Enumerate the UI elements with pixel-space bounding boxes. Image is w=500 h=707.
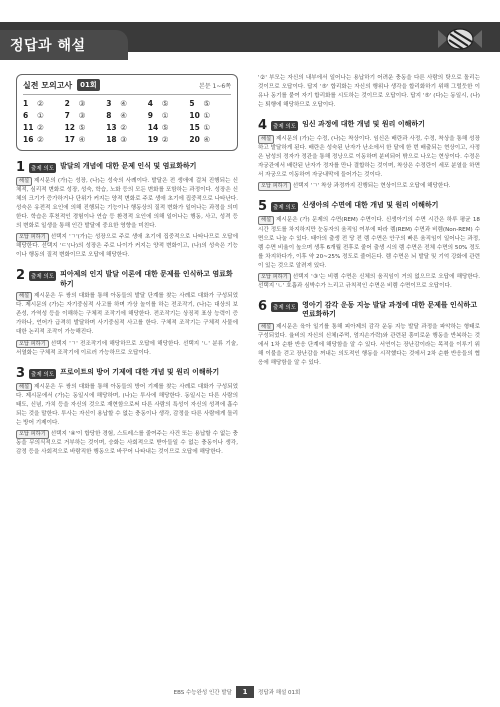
explanation-label: 해설 <box>258 216 274 225</box>
answer-number: 10 <box>189 111 200 120</box>
right-column <box>258 74 480 377</box>
answer-number: 13 <box>106 123 117 132</box>
answer-number: 11 <box>23 123 34 132</box>
wrong-answer-note <box>16 233 238 260</box>
question-header <box>16 269 238 289</box>
answer-value: ④ <box>78 135 86 144</box>
answer-item <box>65 135 107 144</box>
page-footer <box>0 686 500 700</box>
answer-value: ③ <box>120 135 127 144</box>
explanation-body <box>16 383 238 457</box>
question-explanation <box>16 269 238 357</box>
question-header <box>258 300 480 320</box>
answer-summary-header <box>23 79 231 95</box>
question-number: 5 <box>258 199 268 215</box>
answer-item <box>23 111 65 120</box>
question-explanation <box>16 161 238 260</box>
footer-section: 정답과 해설 01회 <box>258 690 301 696</box>
explanation-label: 해설 <box>16 292 32 301</box>
continued-text: '②' 부모는 자신의 내부에서 일어나는 용납하기 어려운 충동을 다른 사람의 탓으로 돌리는 것이므로 오답이다. 답지 '⑤' 합리화는 자신의 행위나 생각을 합리화하기 위해 그럴듯한 이유나 동기를 붙여 자기 합리화를 시도하는 것이므로 오답이다. 답지 '⑤' (다)는 동일시, (나)는 퇴행에 해당하므로 오답이다. <box>258 75 480 109</box>
wrong-answer-text: 선택지 'ㄱ'(가)는 성장으로 주로 생애 초기에 집중적으로 나타나므로 오답에 해당한다. 선택지 'ㄷ'(나)의 성장은 주로 나이가 커지는 양적 변화이고, (나)의 성숙은 기능이나 행동의 질적 변화이므로 오답에 해당한다. <box>16 234 238 259</box>
wrong-answer-label: 오답 피하기 <box>258 182 291 191</box>
answer-item <box>189 99 231 108</box>
answer-item <box>23 135 65 144</box>
answer-value: ④ <box>120 99 127 108</box>
answer-number: 16 <box>23 135 34 144</box>
wrong-answer-note <box>258 273 480 291</box>
footer-book-title: EBS 수능완성 인간 발달 <box>173 690 232 696</box>
question-header <box>258 119 480 132</box>
answer-value: ⑤ <box>203 99 211 108</box>
answer-value: ② <box>120 123 127 132</box>
answer-number: 7 <box>64 111 70 120</box>
wrong-answer-note <box>16 430 238 457</box>
answer-value: ① <box>203 111 211 120</box>
intent-tag: 출제 의도 <box>271 121 298 131</box>
answer-item <box>106 123 148 132</box>
answer-number: 14 <box>147 123 159 132</box>
answer-item <box>106 111 148 120</box>
left-column <box>16 74 238 466</box>
page-title: 정답과 해설 <box>10 38 86 54</box>
question-header <box>16 367 238 380</box>
answer-item <box>189 135 231 144</box>
question-explanation <box>16 367 238 457</box>
answer-value: ④ <box>203 135 211 144</box>
answer-number: 12 <box>64 123 76 132</box>
explanation-label: 해설 <box>258 323 274 332</box>
wrong-answer-label: 오답 피하기 <box>16 340 49 349</box>
wrong-answer-label: 오답 피하기 <box>16 430 49 439</box>
question-title: 피아제의 인지 발달 이론에 대한 문제를 인식하고 염료화하기 <box>60 270 233 288</box>
wrong-answer-text: 선택지 'ㄱ' 착상 과정까지 진행되는 현상이므로 오답에 해당한다. <box>292 183 451 190</box>
question-title: 영아기 감각 운동 지능 발달 과정에 대한 문제를 인식하고 연료화하기 <box>302 300 478 319</box>
answer-item <box>65 111 107 120</box>
answer-number: 20 <box>189 135 200 144</box>
answer-number: 18 <box>106 135 117 144</box>
explanation-text: 제시문은 두 쌍의 대화를 통해 아동들의 발달 단계를 찾는 사례로 대화가 구성되었다. 제시문의 (가)는 자기중심적 사고를 하며 가상 놀이를 하는 전조작기, (나)는 대상의 보존성, 가역성 등을 이해하는 구체적 조작기에 해당한다. 전조작기는 상징적 표상 능력이 증가하나, 언어가 급격히 발달하며 사기중심적 사고를 한다. 구체적 조작기는 구체적 사물에 대한 논리적 조작이 가능해진다. <box>16 293 238 336</box>
answer-value: ② <box>37 123 44 132</box>
wrong-answer-text: 선택지 '④'이 합당한 경험, 스트레스를 줄여주는 사건 또는 용납할 수 없는 충동을 무의식적으로 거부하는 것이며, 승화는 사회적으로 받아들일 수 없는 충동이나 생각, 감정 등을 사회적으로 바람직한 행동으로 바꾸어 나타내는 것이므로 오답에 해당한다. <box>16 430 238 455</box>
question-explanation <box>258 119 480 191</box>
intent-tag: 출제 의도 <box>29 369 56 379</box>
answer-number: 6 <box>23 111 29 120</box>
answer-number: 3 <box>106 99 112 108</box>
wrong-answer-note <box>258 182 480 191</box>
explanation-body <box>258 323 480 368</box>
answer-number: 5 <box>189 99 195 108</box>
candy-icon <box>438 26 482 52</box>
answer-item <box>189 111 231 120</box>
answer-value: ⑤ <box>78 123 86 132</box>
question-title: 신생아의 수면에 대한 개념 및 원리 이해하기 <box>302 201 439 210</box>
answer-value: ② <box>37 135 44 144</box>
question-explanation <box>258 300 480 368</box>
question-header <box>258 200 480 213</box>
question-explanation <box>258 200 480 290</box>
question-number: 3 <box>16 365 26 381</box>
answer-item <box>189 123 231 132</box>
question-title: 프로이트의 방어 기제에 대한 개념 및 원리 이해하기 <box>60 367 220 376</box>
explanation-body <box>16 292 238 357</box>
right-questions <box>258 119 480 368</box>
explanation-text: 제시문의 (가)는 성장, (나)는 성숙의 사례이다. 발달은 전 생애에 걸쳐 진행되는 신체적, 심리적 변화로 성장, 성숙, 학습, 노화 등의 모든 변화를 포함하는 과정이다. 성장은 신체의 크기가 증가하거나 단위가 커지는 양적 변화로 주로 생애 초기에 집중적으로 나타난다. 성숙은 유전적 요인에 의해 진행되는 기능이나 행동상의 질적 변화가 일어나는 과정을 의미한다. 학습은 후천적인 경험이나 연습 등 환경적 요인에 의해 일어나는 행동, 사고, 성격 등의 변화로 일생을 통해 인간 발달에 중요한 영향을 미친다. <box>16 178 238 230</box>
answer-value: ① <box>37 111 44 120</box>
intent-tag: 출제 의도 <box>29 271 56 281</box>
answer-value: ① <box>203 123 211 132</box>
wrong-answer-note <box>16 340 238 358</box>
answer-item <box>65 99 107 108</box>
wrong-answer-label: 오답 피하기 <box>258 273 291 282</box>
answer-item <box>65 123 107 132</box>
question-number: 4 <box>258 118 268 134</box>
answer-value: ② <box>37 99 44 108</box>
intent-tag: 출제 의도 <box>271 302 298 312</box>
explanation-text: 제시문의 (가)는 수정, (나)는 착상이다. 임신은 배란과 사정, 수정, 착상을 통해 성장하고 발달하게 된다. 배란은 성숙된 난자가 난소에서 한 달에 한 번 배출되는 현상이고, 사정은 남성의 정자가 정관을 통해 정낭으로 이동하며 분비되어 밖으로 나오는 현상이다. 수정은 자궁관에서 배란된 난자가 정자를 만나 결합하는 것이며, 착상은 수정란이 세포 분열을 하면서 자궁으로 이동하여 자궁내막에 들어가는 것이다. <box>258 136 480 179</box>
question-number: 1 <box>16 160 26 175</box>
explanation-label: 해설 <box>16 177 32 186</box>
answer-value: ② <box>161 135 169 144</box>
question-title: 임신 과정에 대한 개념 및 원리 이해하기 <box>302 120 425 129</box>
answer-item <box>106 99 148 108</box>
answer-number: 8 <box>106 111 112 120</box>
intent-tag: 출제 의도 <box>29 163 56 173</box>
explanation-body <box>258 135 480 191</box>
left-questions <box>16 161 238 457</box>
answer-value: ⑤ <box>161 99 169 108</box>
intent-tag: 출제 의도 <box>271 202 298 212</box>
answer-value: ① <box>161 111 169 120</box>
wrong-answer-text: 선택지 'ㄱ' 전조작기에 해당하므로 오답에 해당한다. 선택지 'ㄴ' 분류 기술, 서열화는 구체적 조작기에 이르러 가능하므로 오답이다. <box>16 340 238 356</box>
answer-value: ③ <box>78 111 86 120</box>
answer-item <box>148 111 190 120</box>
wrong-answer-text: 선택지 '③'는 비렘 수면은 신체의 움직임이 거의 없으므로 오답에 해당한다. 선택지 'ㄴ' 호흡과 심박수가 느리고 규칙적인 수면은 비렘 수면이므로 오답이다. <box>258 273 480 289</box>
answer-item <box>23 99 65 108</box>
explanation-text: 제시문은 (가) 문제의 수면(REM) 수면이다. 신생아기의 수면 시간은 하루 평균 18시간 정도를 차지하지만 눈동자의 움직임 여부에 따라 렘(REM) 수면과 비렘(Non-REM) 수면으로 나눌 수 있다. 태아의 출생 전 당 전 렘 수면은 안구의 빠른 움직임이 일어나는 과정, 렘 수면 비율이 높으며 생후 6개월 전후로 줄어 출생 시의 렘 수면은 전체 수면의 50% 정도를 차지하다가, 이후 약 20~25% 정도로 줄어든다. 렘 수면은 뇌 발달 및 기억 강화에 관련이 있는 것으로 알려져 있다. <box>258 217 480 269</box>
answer-item <box>148 99 190 108</box>
wrong-answer-label: 오답 피하기 <box>16 233 49 242</box>
answer-number: 15 <box>189 123 200 132</box>
answer-grid <box>23 99 231 144</box>
answer-item <box>106 135 148 144</box>
question-number: 2 <box>16 268 26 284</box>
answer-box-title: 실전 모의고사 <box>23 80 73 90</box>
answer-value: ④ <box>120 111 127 120</box>
page-header <box>0 0 500 64</box>
answer-number: 9 <box>147 111 154 120</box>
exam-badge: 01회 <box>77 79 100 91</box>
answer-number: 2 <box>64 99 70 108</box>
page-number: 1 <box>236 686 254 698</box>
explanation-label: 해설 <box>258 135 274 144</box>
answer-value: ⑤ <box>161 123 169 132</box>
answer-item <box>148 123 190 132</box>
question-title: 발달의 개념에 대한 문제 인식 및 염료화하기 <box>60 162 197 170</box>
answer-summary-box <box>16 74 238 151</box>
answer-number: 4 <box>147 99 154 108</box>
answer-item <box>23 123 65 132</box>
explanation-body <box>16 177 238 260</box>
explanation-label: 해설 <box>16 383 32 392</box>
explanation-text: 제시문은 육아 일기를 통해 피아제의 감각 운동 지능 발달 과정을 파악하는 형태로 구성되었다. 율비의 자신의 신체(주먹, 엄지손가락)와 관련된 흥미로운 행동을 반복하는 것에서 1차 순환 반응 단계에 해당함을 알 수 있다. 서연이는 장난감이라는 목적을 이루기 위해 이불을 걷고 장난감을 꺼내는 의도적인 행동을 시작했다는 것에서 2차 순환 반응들의 협응에 해당함을 알 수 있다. <box>258 323 480 366</box>
question-number: 6 <box>258 298 268 314</box>
explanation-body <box>258 216 480 290</box>
answer-number: 19 <box>147 135 159 144</box>
answer-number: 1 <box>23 99 29 108</box>
answer-item <box>148 135 190 144</box>
answer-number: 17 <box>64 135 76 144</box>
answer-value: ③ <box>78 99 86 108</box>
page-range: 본문 1~6쪽 <box>199 82 231 90</box>
explanation-text: 제시문은 두 쌍의 대화를 통해 아동들의 방어 기제를 찾는 사례로 대화가 구성되었다. 제시문에서 (가)는 동일시에 해당하며, (나)는 투사에 해당한다. 동일시는 다른 사람의 태도, 신념, 가치 등을 자신의 것으로 재현함으로써 다른 사람의 특성이 자신의 성격에 흡수되는 것을 말한다. 투사는 자신이 용납할 수 없는 충동이나 생각, 감정을 다른 사람에게 돌리는 방어 기제이다. <box>16 383 238 426</box>
question-header <box>16 161 238 174</box>
